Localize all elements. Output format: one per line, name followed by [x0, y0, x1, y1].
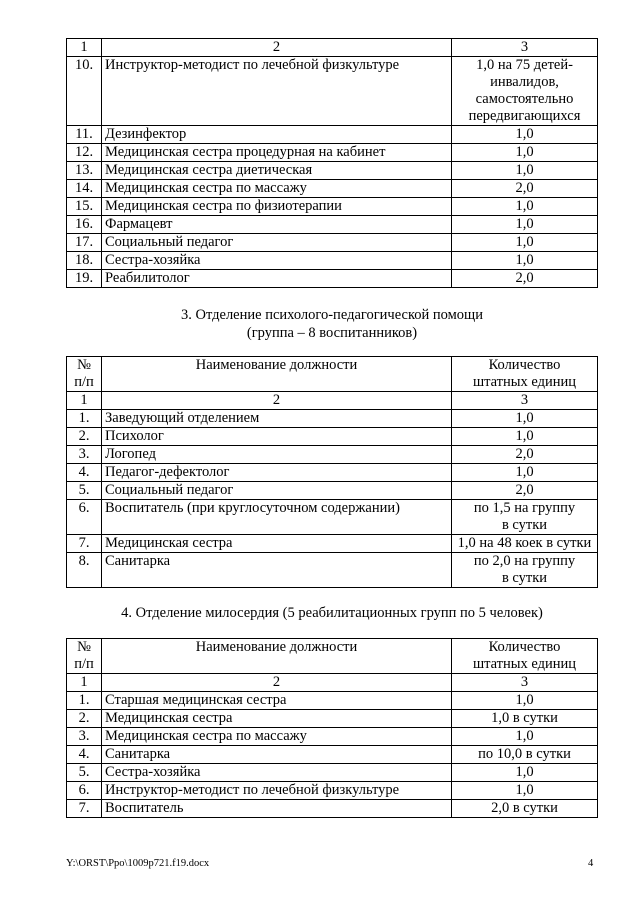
position-name: Дезинфектор — [102, 126, 452, 144]
staff-units-line: 1,0 — [515, 216, 534, 232]
position-name: Медицинская сестра диетическая — [102, 162, 452, 180]
staff-units-line: 2,0 — [515, 446, 534, 462]
row-number: 4. — [67, 746, 102, 764]
header-row — [67, 357, 598, 392]
row-number: 6. — [67, 500, 102, 535]
staff-units-line: 1,0 — [515, 144, 534, 160]
staff-units-line: 2,0 — [515, 482, 534, 498]
section-4-staff-table — [66, 638, 598, 818]
table-row — [67, 482, 598, 500]
position-name: Фармацевт — [102, 216, 452, 234]
staff-units — [452, 782, 598, 800]
row-number: 2. — [67, 428, 102, 446]
staff-table-continued — [66, 38, 598, 288]
table-row — [67, 216, 598, 234]
staff-units — [452, 144, 598, 162]
row-number: 19. — [67, 270, 102, 288]
position-name: Психолог — [102, 428, 452, 446]
table-row — [67, 252, 598, 270]
table-header — [67, 357, 598, 392]
table-row — [67, 535, 598, 553]
table-body — [67, 39, 598, 288]
column-number: 3 — [452, 39, 598, 57]
column-number: 1 — [67, 674, 102, 692]
staff-units-line: по 10,0 в сутки — [478, 746, 571, 762]
column-number: 1 — [67, 39, 102, 57]
position-name: Медицинская сестра по физиотерапии — [102, 198, 452, 216]
staff-units — [452, 746, 598, 764]
staff-units — [452, 710, 598, 728]
table-row — [67, 692, 598, 710]
table-row — [67, 270, 598, 288]
position-name: Логопед — [102, 446, 452, 464]
staff-units-line: 1,0 — [515, 198, 534, 214]
row-number: 10. — [67, 57, 102, 126]
row-number: 11. — [67, 126, 102, 144]
section-4-title — [66, 604, 598, 622]
staff-units — [452, 482, 598, 500]
position-name: Старшая медицинская сестра — [102, 692, 452, 710]
staff-units-line: 1,0 — [515, 252, 534, 268]
staff-units-line: 1,0 — [515, 764, 534, 780]
header-position-name: Наименование должности — [102, 357, 452, 392]
position-name: Инструктор-методист по лечебной физкультуре — [102, 57, 452, 126]
header-row — [67, 639, 598, 674]
staff-units — [452, 410, 598, 428]
table-row — [67, 180, 598, 198]
row-number: 7. — [67, 535, 102, 553]
table-row — [67, 446, 598, 464]
staff-units-line: 1,0 — [515, 782, 534, 798]
staff-units-line: 1,0 на 48 коек в сутки — [457, 535, 592, 551]
table-row — [67, 800, 598, 818]
position-name: Санитарка — [102, 746, 452, 764]
header-position-name: Наименование должности — [102, 639, 452, 674]
staff-units-line: 1,0 — [515, 410, 534, 426]
staff-units-line: 1,0 — [515, 428, 534, 444]
staff-units — [452, 252, 598, 270]
column-number: 2 — [102, 39, 452, 57]
row-number: 3. — [67, 446, 102, 464]
table-row — [67, 162, 598, 180]
row-number: 17. — [67, 234, 102, 252]
table-row — [67, 126, 598, 144]
column-number-row — [67, 392, 598, 410]
row-number: 6. — [67, 782, 102, 800]
table-row — [67, 410, 598, 428]
staff-units-line: 1,0 — [515, 464, 534, 480]
table-row — [67, 198, 598, 216]
table-row — [67, 728, 598, 746]
position-name: Воспитатель (при круглосуточном содержании) — [102, 500, 452, 535]
position-name: Сестра-хозяйка — [102, 764, 452, 782]
row-number: 5. — [67, 764, 102, 782]
position-name: Заведующий отделением — [102, 410, 452, 428]
staff-units-line: 2,0 — [515, 270, 534, 286]
staff-units — [452, 162, 598, 180]
column-number: 1 — [67, 392, 102, 410]
row-number: 1. — [67, 410, 102, 428]
staff-units — [452, 198, 598, 216]
staff-units-line: 1,0 — [515, 162, 534, 178]
table-header — [67, 639, 598, 674]
position-name: Санитарка — [102, 553, 452, 588]
row-number: 3. — [67, 728, 102, 746]
staff-units — [452, 728, 598, 746]
table-row — [67, 464, 598, 482]
staff-units-line: 1,0 на 75 детей- — [476, 57, 573, 73]
row-number: 18. — [67, 252, 102, 270]
section-3-staff-table — [66, 356, 598, 588]
position-name: Социальный педагог — [102, 482, 452, 500]
staff-units — [452, 270, 598, 288]
table-row — [67, 553, 598, 588]
staff-units-line: 1,0 — [515, 234, 534, 250]
section-3-title-line2: (группа – 8 воспитанников) — [246, 325, 418, 341]
staff-units — [452, 500, 598, 535]
table-row — [67, 782, 598, 800]
row-number: 4. — [67, 464, 102, 482]
position-name: Медицинская сестра — [102, 535, 452, 553]
table-body — [67, 392, 598, 588]
position-name: Воспитатель — [102, 800, 452, 818]
staff-units — [452, 216, 598, 234]
staff-units — [452, 180, 598, 198]
position-name: Медицинская сестра по массажу — [102, 728, 452, 746]
staff-units-line: по 2,0 на группу — [473, 553, 576, 569]
row-number: 2. — [67, 710, 102, 728]
staff-units-line: 1,0 — [515, 728, 534, 744]
staff-units-line: в сутки — [501, 570, 548, 586]
staff-units — [452, 446, 598, 464]
position-name: Инструктор-методист по лечебной физкультуре — [102, 782, 452, 800]
header-number: № п/п — [67, 639, 102, 674]
row-number: 5. — [67, 482, 102, 500]
table-row — [67, 764, 598, 782]
staff-units-line: самостоятельно — [475, 91, 574, 107]
column-number-row — [67, 39, 598, 57]
staff-units-line: 1,0 — [515, 692, 534, 708]
table-body — [67, 674, 598, 818]
table-row — [67, 428, 598, 446]
row-number: 1. — [67, 692, 102, 710]
staff-units — [452, 553, 598, 588]
header-number: № п/п — [67, 357, 102, 392]
row-number: 7. — [67, 800, 102, 818]
table-row — [67, 144, 598, 162]
staff-units-line: 1,0 в сутки — [491, 710, 558, 726]
staff-units-line: 2,0 в сутки — [491, 800, 558, 816]
staff-units — [452, 692, 598, 710]
staff-units-line: в сутки — [501, 517, 548, 533]
staff-units-line: инвалидов, — [490, 74, 559, 90]
staff-units — [452, 428, 598, 446]
position-name: Реабилитолог — [102, 270, 452, 288]
staff-units — [452, 234, 598, 252]
header-staff-units: Количество штатных единиц — [452, 357, 598, 392]
column-number: 3 — [452, 674, 598, 692]
row-number: 8. — [67, 553, 102, 588]
column-number: 2 — [102, 674, 452, 692]
header-staff-units: Количество штатных единиц — [452, 639, 598, 674]
staff-units-line: 1,0 — [515, 126, 534, 142]
staff-units-line: 2,0 — [515, 180, 534, 196]
staff-units — [452, 535, 598, 553]
table-row — [67, 234, 598, 252]
row-number: 16. — [67, 216, 102, 234]
staff-units-line: по 1,5 на группу — [473, 500, 576, 516]
staff-units — [452, 764, 598, 782]
section-3-title-line1: 3. Отделение психолого-педагогической помощи — [181, 307, 483, 323]
position-name: Сестра-хозяйка — [102, 252, 452, 270]
position-name: Медицинская сестра процедурная на кабинет — [102, 144, 452, 162]
row-number: 14. — [67, 180, 102, 198]
footer-file-path: Y:\ORST\Ppo\1009p721.f19.docx — [66, 858, 210, 869]
section-3-title — [66, 306, 598, 342]
staff-units — [452, 464, 598, 482]
position-name: Медицинская сестра по массажу — [102, 180, 452, 198]
position-name: Педагог-дефектолог — [102, 464, 452, 482]
column-number: 3 — [452, 392, 598, 410]
table-row — [67, 710, 598, 728]
staff-units — [452, 57, 598, 126]
position-name: Медицинская сестра — [102, 710, 452, 728]
position-name: Социальный педагог — [102, 234, 452, 252]
column-number-row — [67, 674, 598, 692]
row-number: 15. — [67, 198, 102, 216]
row-number: 12. — [67, 144, 102, 162]
page-number: 4 — [588, 858, 594, 869]
staff-units-line: передвигающихся — [468, 108, 581, 124]
staff-units — [452, 800, 598, 818]
section-4-title-text: 4. Отделение милосердия (5 реабилитационных групп по 5 человек) — [121, 605, 543, 621]
staff-units — [452, 126, 598, 144]
row-number: 13. — [67, 162, 102, 180]
table-row — [67, 500, 598, 535]
column-number: 2 — [102, 392, 452, 410]
table-row — [67, 57, 598, 126]
table-row — [67, 746, 598, 764]
